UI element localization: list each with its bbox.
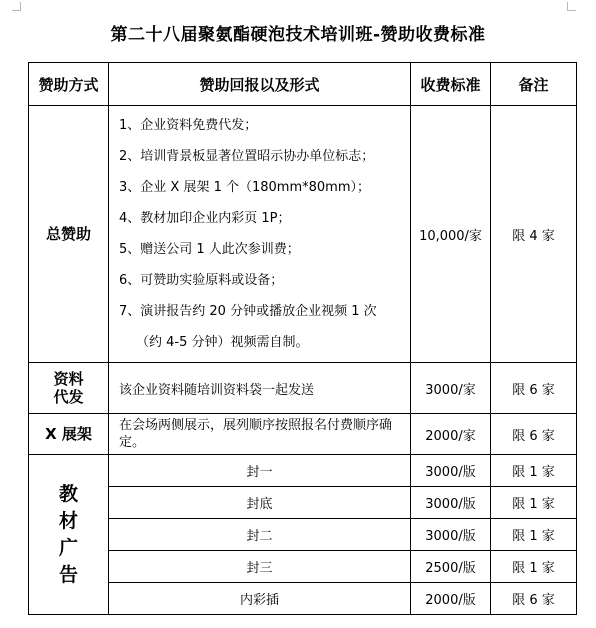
textbook-ad-label [29, 455, 109, 615]
ad-fee: 3000/版 [411, 519, 491, 551]
x-stand-label: X 展架 [29, 414, 109, 455]
main-sponsor-fee: 10,000/家 [411, 106, 491, 363]
document-distribution-label-line2: 代发 [53, 388, 84, 406]
x-stand-desc: 在会场两侧展示，展列顺序按照报名付费顺序确定。 [109, 414, 411, 455]
table-row-ad [29, 583, 577, 615]
ad-item: 封底 [109, 487, 411, 519]
document-distribution-desc: 该企业资料随培训资料袋一起发送 [109, 363, 411, 414]
ad-note: 限 1 家 [491, 551, 577, 583]
list-item: 6、可赞助实验原料或设备； [119, 273, 284, 288]
list-item: 1、企业资料免费代发； [119, 118, 258, 133]
x-stand-note: 限 6 家 [491, 414, 577, 455]
ad-item: 内彩插 [109, 583, 411, 615]
list-item: 5、赠送公司 1 人此次参训费； [119, 242, 300, 257]
document-distribution-note: 限 6 家 [491, 363, 577, 414]
header-return-form: 赞助回报以及形式 [109, 63, 411, 106]
ad-item: 封二 [109, 519, 411, 551]
ad-fee: 3000/版 [411, 487, 491, 519]
list-item: 2、培训背景板显著位置昭示协办单位标志； [119, 149, 375, 164]
ad-fee: 3000/版 [411, 455, 491, 487]
main-sponsor-label: 总赞助 [29, 106, 109, 363]
ad-item: 封一 [109, 455, 411, 487]
ad-note: 限 1 家 [491, 519, 577, 551]
ad-fee: 2000/版 [411, 583, 491, 615]
x-stand-fee: 2000/家 [411, 414, 491, 455]
document-title: 第二十八届聚氨酯硬泡技术培训班-赞助收费标准 [110, 25, 486, 45]
ad-item: 封三 [109, 551, 411, 583]
table-row-ad [29, 455, 577, 487]
table-row-ad [29, 519, 577, 551]
list-item: 3、企业 X 展架 1 个（180mm*80mm）； [119, 180, 370, 195]
document-distribution-label [29, 363, 109, 414]
document-distribution-label-line1: 资料 [53, 370, 84, 388]
header-note: 备注 [491, 63, 577, 106]
textbook-ad-label-char: 广 [58, 536, 78, 559]
textbook-ad-label-char: 教 [58, 482, 78, 505]
ad-note: 限 6 家 [491, 583, 577, 615]
header-fee: 收费标准 [411, 63, 491, 106]
main-sponsor-note: 限 4 家 [491, 106, 577, 363]
page-corner-mark-right [567, 2, 576, 11]
ad-fee: 2500/版 [411, 551, 491, 583]
page-corner-mark-left [12, 2, 21, 11]
list-item-continuation: （约 4-5 分钟）视频需自制。 [136, 335, 309, 350]
table-row-x-stand [29, 414, 577, 455]
textbook-ad-label-char: 告 [58, 563, 78, 586]
list-item: 7、演讲报告约 20 分钟或播放企业视频 1 次 [119, 304, 377, 319]
document-distribution-fee: 3000/家 [411, 363, 491, 414]
table-row-document-distribution [29, 363, 577, 414]
ad-note: 限 1 家 [491, 487, 577, 519]
sponsorship-table [28, 62, 577, 615]
ad-note: 限 1 家 [491, 455, 577, 487]
table-row-main-sponsor [29, 106, 577, 363]
table-row-ad [29, 551, 577, 583]
textbook-ad-label-char: 材 [58, 509, 78, 532]
table-header-row [29, 63, 577, 106]
header-sponsor-type: 赞助方式 [29, 63, 109, 106]
list-item: 4、教材加印企业内彩页 1P； [119, 211, 291, 226]
main-sponsor-items [109, 106, 411, 363]
table-row-ad [29, 487, 577, 519]
